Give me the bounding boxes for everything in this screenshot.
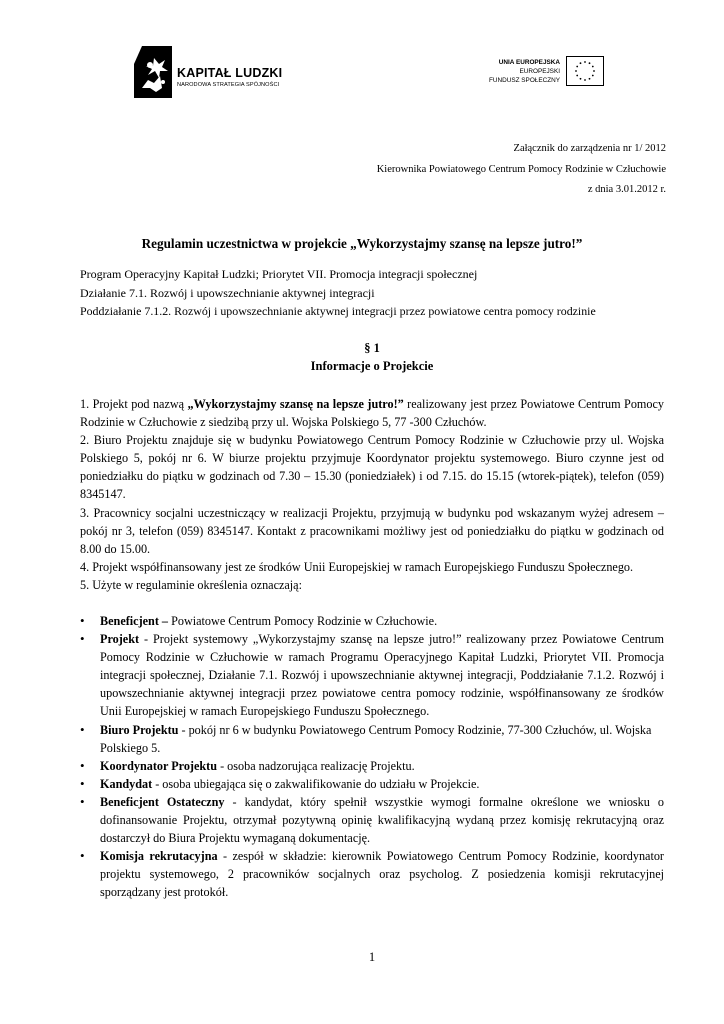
eu-logo-text — [489, 58, 560, 85]
paragraph-1-start: 1. Projekt pod nazwą — [80, 397, 188, 411]
definition-term: Kandydat — [100, 776, 153, 791]
bullet-icon: • — [80, 631, 85, 647]
document-title: Regulamin uczestnictwa w projekcie „Wykorzystajmy szansę na lepsze jutro!” — [141, 236, 583, 251]
definition-term: Beneficjent – — [100, 614, 169, 628]
paragraph-2: 2. Biuro Projektu znajduje się w budynku Powiatowego Centrum Pomocy Rodzinie w Człuchowie przy ul. Wojska Polskiego 5, pokój nr 6. W biurze projektu przyjmuje Koordynator projektu systemowego. Biuro czynne jest od poniedziałku do piątku w godzinach od 7.30 – 15.30 (poniedziałek) i od 7.15. do 15.15 (wtorek-piątek), telefon (059) 8345147. — [80, 433, 664, 502]
definition-item — [80, 793, 664, 847]
eu-line-2: EUROPEJSKI — [519, 68, 560, 75]
section-body — [80, 395, 664, 594]
paragraph-1 — [80, 395, 664, 431]
definition-item — [80, 757, 664, 775]
eu-logo — [478, 56, 614, 92]
bullet-icon: • — [80, 721, 85, 737]
definition-item — [80, 775, 664, 793]
section-number: § 1 — [364, 341, 380, 355]
definition-item — [80, 630, 664, 720]
attachment-line-3: z dnia 3.01.2012 r. — [587, 184, 666, 195]
definition-term: Projekt — [100, 632, 140, 647]
kapital-ludzki-subtitle: NARODOWA STRATEGIA SPÓJNOŚCI — [177, 82, 280, 88]
eu-line-3: FUNDUSZ SPOŁECZNY — [488, 77, 560, 84]
bullet-icon: • — [80, 775, 85, 791]
program-line-2: Działanie 7.1. Rozwój i upowszechnianie aktywnej integracji — [80, 286, 375, 300]
program-line-3: Poddziałanie 7.1.2. Rozwój i upowszechnianie aktywnej integracji przez powiatowe centra pomocy rodzinie — [80, 304, 596, 318]
eu-flag-icon — [566, 56, 604, 86]
definition-text: - osoba ubiegająca się o zakwalifikowanie do udziału w Projekcie. — [152, 776, 480, 791]
definition-term: Koordynator Projektu — [100, 758, 218, 773]
kapital-ludzki-logo — [132, 44, 312, 100]
definition-text: Powiatowe Centrum Pomocy Rodzinie w Człuchowie. — [168, 614, 438, 628]
attachment-line-2: Kierownika Powiatowego Centrum Pomocy Rodzinie w Człuchowie — [376, 164, 666, 175]
definition-text: - zespół w składzie: kierownik Powiatowego Centrum Pomocy Rodzinie, koordynator projektu systemowego, 2 pracowników socjalnych oraz psycholog. Z posiedzenia komisji rekrutacyjnej sporządzany jest protokół. — [100, 849, 664, 900]
definitions-list — [80, 612, 664, 902]
definition-term: Komisja rekrutacyjna — [100, 849, 218, 864]
bullet-icon: • — [80, 793, 85, 809]
bullet-icon: • — [80, 757, 85, 773]
paragraph-1-rest: realizowany jest przez Powiatowe Centrum Pomocy Rodzinie w Człuchowie z siedzibą przy ul. Wojska Polskiego 5, 77 -300 Człuchów. — [80, 397, 665, 430]
paragraph-4: 4. Projekt współfinansowany jest ze środków Unii Europejskiej w ramach Europejskiego Funduszu Społecznego. — [80, 559, 634, 574]
definition-text: - osoba nadzorująca realizację Projektu. — [217, 758, 415, 773]
attachment-line-1: Załącznik do zarządzenia nr 1/ 2012 — [513, 143, 666, 154]
definition-item — [80, 721, 664, 757]
program-line-1: Program Operacyjny Kapitał Ludzki; Priorytet VII. Promocja integracji społecznej — [80, 267, 478, 281]
section-heading: Informacje o Projekcie — [310, 359, 434, 373]
definition-text: - pokój nr 6 w budynku Powiatowego Centrum Pomocy Rodzinie, 77-300 Człuchów, ul. Wojska Polskiego 5. — [100, 722, 652, 755]
bullet-icon: • — [80, 613, 85, 628]
paragraph-3: 3. Pracownicy socjalni uczestniczący w realizacji Projektu, przyjmują w budynku pod wskazanym wyżej adresem – pokój nr 3, telefon (059) 8345147. Kontakt z pracownikami możliwy jest od poniedziałku do piątku w godzinach od 8.00 do 15.00. — [80, 505, 664, 556]
definition-item — [80, 847, 664, 901]
definition-term: Biuro Projektu — [100, 722, 179, 737]
definition-item — [80, 612, 664, 630]
page-number: 1 — [368, 950, 376, 964]
eu-line-1: UNIA EUROPEJSKA — [498, 59, 560, 66]
definition-text: - kandydat, który spełnił wszystkie wymogi formalne określone we wniosku o dofinansowanie Projektu, otrzymał pozytywną opinię kwalifikacyjną wydaną przez komisję rekrutacyjną oraz dostarczył do Biura Projektu wymaganą dokumentację. — [100, 794, 664, 846]
project-name: „Wykorzystajmy szansę na lepsze jutro!” — [187, 397, 404, 411]
definition-text: - Projekt systemowy „Wykorzystajmy szansę na lepsze jutro!” realizowany przez Powiatowe Centrum Pomocy Rodzinie w Człuchowie w ramach Programu Operacyjnego Kapitał Ludzki, Priorytet VII. Promocja integracji społecznej, Działanie 7.1. Rozwój i upowszechnianie aktywnej integracji, Poddziałanie 7.1.2. Rozwój i upowszechnianie aktywnej integracji przez powiatowe centra pomocy rodzinie, współfinansowany ze środków Unii Europejskiej w ramach Europejskiego Funduszu Społecznego. — [100, 632, 664, 719]
bullet-icon: • — [80, 848, 85, 864]
kapital-ludzki-title: KAPITAŁ LUDZKI — [177, 66, 283, 80]
kapital-ludzki-emblem-icon — [132, 44, 176, 100]
paragraph-5: 5. Użyte w regulaminie określenia oznaczają: — [80, 577, 302, 592]
definition-term: Beneficjent Ostateczny — [100, 794, 225, 809]
